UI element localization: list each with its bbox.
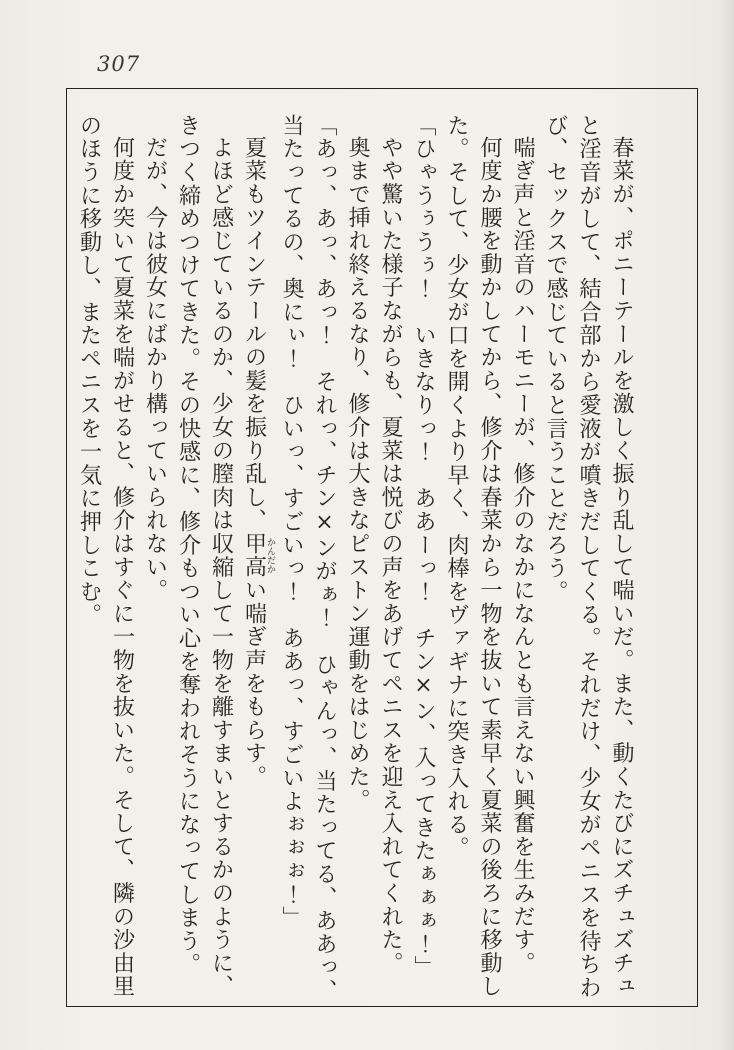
text-column: と淫音がして、結合部から愛液が噴きだしてくる。それだけ、少女がペニスを待ちわ [576,114,601,1000]
text-column: た。そして、少女が口を開くより早く、肉棒をヴァギナに突き入れる。 [444,114,469,860]
text-column: よほど感じているのか、少女の膣肉は収縮して一物を離すまいとするかのように、 [208,136,234,999]
page-edge-shading [720,0,734,1050]
text-block [77,114,638,1006]
text-column: だが、今は彼女にばかり構っていられない。 [142,136,168,602]
text-column: 奥まで挿れ終えるなり、修介は大きなピストン運動をはじめた。 [345,136,370,812]
text-column: 当たってるの、奥にぃ！ ひいっ、すごいっ！ ああっ、すごいよぉぉぉ！」 [279,114,304,930]
page-number: 307 [97,52,141,76]
text-column: 「ひゃうぅうぅ！ いきなりっ！ ああーっ！ チン×ン、入ってきたぁぁぁ！」 [411,114,436,980]
furigana-ruby: 甲高かんだか [241,532,275,579]
text-column: 春菜が、ポニーテールを激しく振り乱して喘いだ。また、動くたびにズチュズチュ [609,136,634,999]
text-column: 喘ぎ声と淫音のハーモニーが、修介のなかになんとも言えない興奮を生みだす。 [510,136,535,975]
text-column: きつく締めつけてきた。その快感に、修介もつい心を奪われそうになってしまう。 [175,114,201,977]
text-column: 何度か突いて夏菜を喘がせると、修介はすぐに一物を抜いた。そして、隣の沙由里 [109,136,135,999]
text-column: び、セックスで感じていると言うことだろう。 [543,114,568,604]
text-column: 何度か腰を動かしてから、修介は春菜から一物を抜いて素早く夏菜の後ろに移動し [477,136,502,999]
text-column: やや驚いた様子ながらも、夏菜は悦びの声をあげてペニスを迎え入れてくれた。 [378,136,403,975]
text-column: のほうに移動し、またペニスを一気に押しこむ。 [76,114,102,627]
text-column: 「あっ、あっ、あっ！ それっ、チン×ンがぁ！ ひゃんっ、当たってる、ああっ、 [312,114,337,1003]
text-column: 夏菜もツインテールの髪を振り乱し、甲高かんだかい喘ぎ声をもらす。 [241,136,275,789]
